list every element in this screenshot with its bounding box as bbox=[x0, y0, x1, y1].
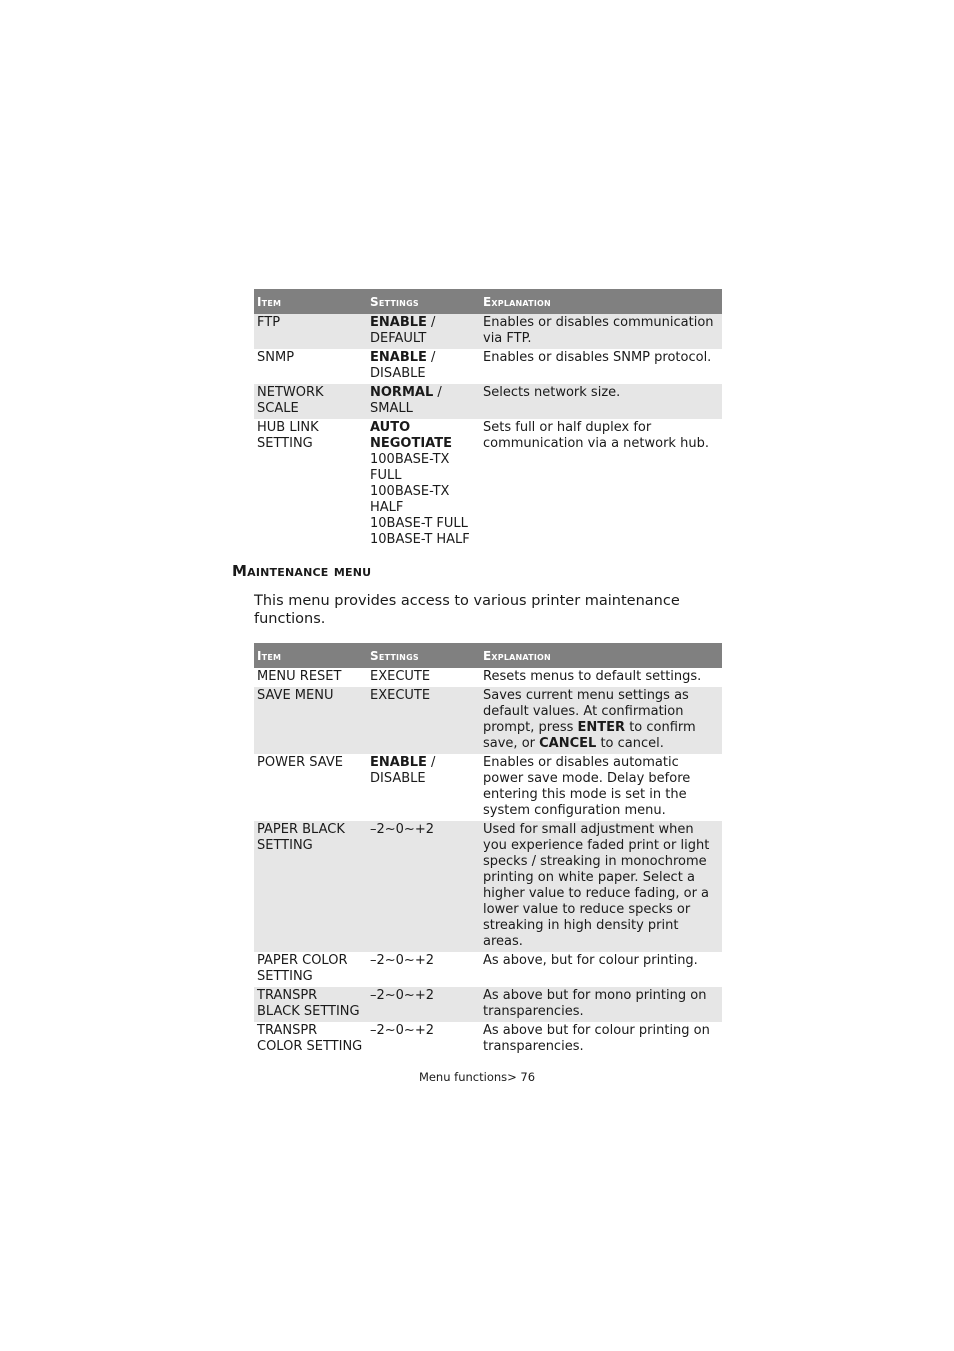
other-settings: / DISABLE bbox=[370, 350, 436, 381]
table-row bbox=[254, 419, 722, 550]
item-cell: NETWORK SCALE bbox=[254, 384, 367, 419]
item-cell: PAPER BLACK SETTING bbox=[254, 821, 367, 952]
default-setting: ENABLE bbox=[370, 350, 427, 365]
settings-cell bbox=[367, 314, 480, 349]
other-settings: / DISABLE bbox=[370, 755, 436, 786]
item-cell: TRANSPR COLOR SETTING bbox=[257, 1023, 363, 1054]
table-row bbox=[254, 987, 722, 1022]
item-cell: TRANSPR BLACK SETTING bbox=[254, 987, 367, 1022]
explanation-cell: Sets full or half duplex for communication via a network hub. bbox=[483, 420, 709, 451]
table-row bbox=[254, 349, 722, 384]
default-setting: AUTO NEGOTIATE bbox=[370, 420, 452, 451]
settings-cell: EXECUTE bbox=[367, 687, 480, 754]
column-header-explanation: Explanation bbox=[480, 643, 722, 668]
item-cell: MENU RESET bbox=[257, 669, 342, 684]
item-cell: SNMP bbox=[257, 350, 295, 365]
maintenance-menu-table bbox=[254, 643, 722, 1057]
explanation-cell: Enables or disables automatic power save mode. Delay before entering this mode is set in the system configuration menu. bbox=[483, 755, 691, 818]
default-setting: ENABLE bbox=[370, 315, 427, 330]
item-cell: HUB LINK SETTING bbox=[257, 420, 319, 451]
item-cell: FTP bbox=[254, 314, 367, 349]
table-row bbox=[254, 1022, 722, 1057]
cancel-key-label: CANCEL bbox=[539, 736, 597, 751]
section-intro: This menu provides access to various printer maintenance functions. bbox=[254, 593, 680, 627]
explanation-cell: As above, but for colour printing. bbox=[483, 953, 698, 968]
enter-key-label: ENTER bbox=[577, 720, 626, 735]
table-row bbox=[254, 668, 722, 687]
column-header-item: Item bbox=[254, 289, 367, 314]
explanation-cell: Enables or disables SNMP protocol. bbox=[483, 350, 712, 365]
explanation-cell: Selects network size. bbox=[480, 384, 722, 419]
column-header-settings: Settings bbox=[367, 289, 480, 314]
item-cell: SAVE MENU bbox=[254, 687, 367, 754]
column-header-settings: Settings bbox=[367, 643, 480, 668]
explanation-text: Saves current menu settings as default values. At confirmation prompt, press bbox=[483, 688, 689, 735]
explanation-cell bbox=[480, 687, 722, 754]
explanation-cell: As above but for colour printing on transparencies. bbox=[483, 1023, 710, 1054]
explanation-text: to cancel. bbox=[596, 736, 664, 751]
settings-cell: –2~0~+2 bbox=[370, 953, 434, 968]
default-setting: ENABLE bbox=[370, 755, 427, 770]
item-cell: POWER SAVE bbox=[257, 755, 343, 770]
setting-option: 100BASE-TX FULL bbox=[370, 452, 450, 483]
other-settings: / DEFAULT bbox=[370, 315, 436, 346]
table-header-row bbox=[254, 643, 722, 668]
explanation-cell: Resets menus to default settings. bbox=[483, 669, 702, 684]
table-row bbox=[254, 314, 722, 349]
table-row bbox=[254, 687, 722, 754]
table-row bbox=[254, 952, 722, 987]
table-row bbox=[254, 754, 722, 821]
settings-cell bbox=[367, 754, 480, 821]
setting-option: 100BASE-TX HALF bbox=[370, 484, 450, 515]
explanation-cell: As above but for mono printing on transparencies. bbox=[480, 987, 722, 1022]
settings-cell bbox=[367, 384, 480, 419]
other-settings: / SMALL bbox=[370, 385, 442, 416]
settings-cell: –2~0~+2 bbox=[367, 987, 480, 1022]
settings-cell: –2~0~+2 bbox=[370, 1023, 434, 1038]
settings-cell bbox=[367, 419, 480, 550]
settings-cell: EXECUTE bbox=[370, 669, 431, 684]
item-cell: PAPER COLOR SETTING bbox=[257, 953, 348, 984]
settings-cell: –2~0~+2 bbox=[367, 821, 480, 952]
network-settings-table bbox=[254, 289, 722, 550]
explanation-cell: Used for small adjustment when you experience faded print or light specks / streaking in monochrome printing on white paper. Select a higher value to reduce fading, or a lower value to reduce specks or streaking in high density print areas. bbox=[480, 821, 722, 952]
table-header-row bbox=[254, 289, 722, 314]
default-setting: NORMAL bbox=[370, 385, 434, 400]
settings-cell bbox=[367, 349, 480, 384]
table-row bbox=[254, 384, 722, 419]
column-header-explanation: Explanation bbox=[480, 289, 722, 314]
explanation-cell: Enables or disables communication via FTP. bbox=[480, 314, 722, 349]
column-header-item: Item bbox=[254, 643, 367, 668]
section-heading: Maintenance menu bbox=[232, 562, 372, 580]
table-row bbox=[254, 821, 722, 952]
setting-option: 10BASE-T FULL bbox=[370, 516, 468, 531]
explanation-text: to confirm save, or bbox=[483, 720, 696, 751]
setting-option: 10BASE-T HALF bbox=[370, 532, 470, 547]
page-footer: Menu functions> 76 bbox=[418, 1070, 536, 1084]
